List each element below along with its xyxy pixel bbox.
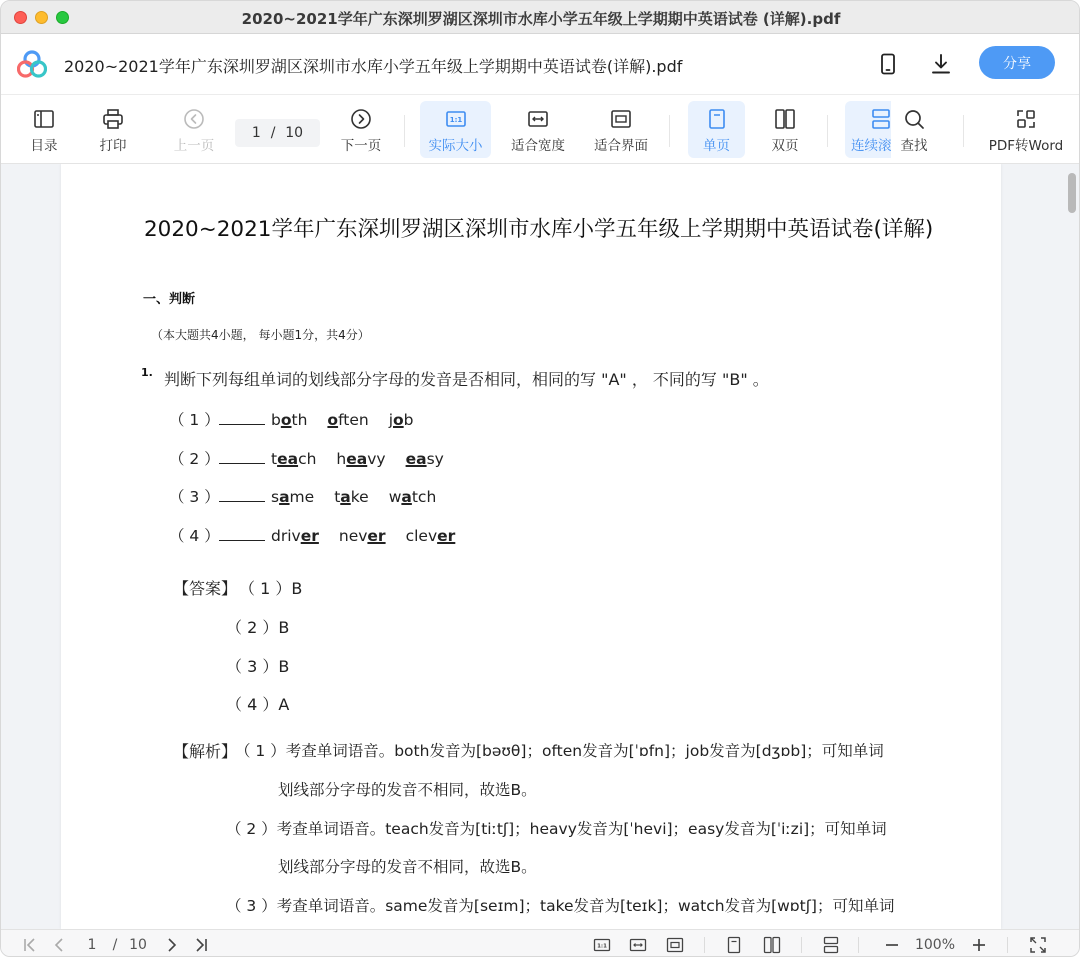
toolbar [1, 94, 1080, 164]
word: take [334, 488, 369, 506]
document-heading: 2020~2021学年广东深圳罗湖区深圳市水库小学五年级上学期期中英语试卷(详解) [144, 217, 934, 242]
svg-text:1:1: 1:1 [597, 943, 607, 950]
current-page: 1 [251, 125, 261, 141]
word: job [388, 411, 414, 429]
toolbar-divider [963, 115, 964, 147]
word: clever [405, 527, 456, 545]
row-index: （ 3 ） [169, 488, 220, 506]
next-page-label: 下一页 [340, 138, 382, 154]
status-single-page-button[interactable] [723, 934, 745, 956]
next-page-button[interactable] [336, 101, 386, 158]
prev-page-label: 上一页 [173, 138, 215, 154]
continuous-scroll-icon [869, 107, 891, 131]
toc-button[interactable] [23, 101, 65, 158]
printer-icon [101, 107, 125, 131]
question-text: 判断下列每组单词的划线部分字母的发音是否相同，相同的写 "A" ， 不同的写 "B" 。 [164, 370, 769, 389]
fit-window-button[interactable] [589, 101, 653, 158]
question-number: 1. [141, 366, 153, 379]
answer-blank [219, 486, 265, 502]
single-page-icon [705, 107, 729, 131]
answer-label: 【答案】 [173, 579, 238, 598]
actual-size-button[interactable] [420, 101, 491, 158]
chevron-left-icon [50, 936, 68, 954]
word: teach [271, 450, 317, 468]
fit-window-icon [609, 107, 633, 131]
document-title: 2020~2021学年广东深圳罗湖区深圳市水库小学五年级上学期期中英语试卷(详解).pdf [64, 57, 683, 76]
single-page-icon [725, 936, 743, 954]
analysis-line: 划线部分字母的发音不相同，故选B。 [278, 781, 537, 799]
analysis-line: （ 3 ）考查单词语音。same发音为[seɪm]；take发音为[teɪk]；watch发音为[wɒtʃ]；可知单词 [226, 897, 895, 915]
chevron-left-circle-icon [182, 107, 206, 131]
double-page-label: 双页 [771, 138, 799, 154]
status-total-pages: 10 [129, 937, 147, 953]
single-page-label: 单页 [703, 138, 730, 154]
status-bar [1, 929, 1080, 957]
status-continuous-button[interactable] [820, 934, 842, 956]
word: never [338, 527, 386, 545]
analysis-line: 划线部分字母的发音不相同，故选B。 [278, 858, 537, 876]
status-page-separator: / [112, 937, 118, 953]
analysis-label: 【解析】 [173, 742, 238, 761]
minus-icon [883, 936, 901, 954]
app-header [1, 34, 1080, 94]
fullscreen-button[interactable] [1027, 934, 1049, 956]
word: both [271, 411, 308, 429]
fit-width-icon [526, 107, 550, 131]
answer-blank [219, 409, 265, 425]
actual-size-label: 实际大小 [428, 138, 483, 154]
status-double-page-button[interactable] [761, 934, 783, 956]
fullscreen-icon [1029, 936, 1047, 954]
document-viewer[interactable] [1, 164, 1080, 929]
status-divider [801, 937, 802, 953]
toolbar-divider [669, 115, 670, 147]
status-fit-window-button[interactable] [664, 934, 686, 956]
single-page-button[interactable] [688, 101, 745, 158]
page-separator: / [270, 125, 276, 141]
pdf-to-word-button[interactable] [985, 101, 1067, 158]
double-page-icon [763, 936, 781, 954]
question-row [169, 408, 434, 430]
word: watch [388, 488, 437, 506]
answer-line: （ 2 ）B [226, 618, 290, 637]
answer-blank [219, 448, 265, 464]
double-page-icon [773, 107, 797, 131]
scrollbar-thumb[interactable] [1068, 173, 1076, 213]
continuous-scroll-icon [822, 936, 840, 954]
word: driver [271, 527, 319, 545]
share-button[interactable]: 分享 [979, 46, 1055, 79]
last-page-icon [192, 936, 210, 954]
word: often [327, 411, 369, 429]
word: same [271, 488, 315, 506]
mobile-icon[interactable] [875, 51, 901, 77]
actual-size-icon [593, 936, 611, 954]
answer-blank [219, 525, 265, 541]
pdf-page [61, 164, 1001, 929]
search-icon [902, 107, 926, 131]
fit-width-icon [629, 936, 647, 954]
question-row [169, 485, 456, 507]
zoom-level[interactable]: 100% [914, 937, 956, 953]
toolbar-divider [827, 115, 828, 147]
fit-width-button[interactable] [505, 101, 571, 158]
analysis-line: （ 2 ）考查单词语音。teach发音为[tiːtʃ]；heavy发音为[ˈhevi]；easy发音为[ˈiːzi]；可知单词 [226, 820, 887, 838]
app-logo-icon [17, 50, 47, 78]
analysis-line: （ 1 ）考查单词语音。both发音为[bəʊθ]；often发音为[ˈɒfn]；job发音为[dʒɒb]；可知单词 [235, 742, 884, 760]
print-button[interactable] [92, 101, 134, 158]
prev-page-small-button[interactable] [48, 934, 70, 956]
vertical-scrollbar[interactable] [1065, 168, 1077, 928]
continuous-scroll-button[interactable] [845, 101, 891, 158]
double-page-button[interactable] [763, 101, 807, 158]
convert-icon [1014, 107, 1038, 131]
status-divider [704, 937, 705, 953]
first-page-button[interactable] [19, 934, 41, 956]
title-bar [1, 1, 1080, 34]
section-note: （本大题共4小题， 每小题1分，共4分） [151, 328, 370, 342]
status-current-page[interactable]: 1 [87, 937, 97, 953]
pdf-to-word-label: PDF转Word [988, 138, 1064, 154]
zoom-in-button[interactable] [968, 934, 990, 956]
answer-line: （ 4 ）A [226, 695, 290, 714]
continuous-scroll-label: 连续滚 [851, 138, 891, 154]
search-label: 查找 [900, 138, 928, 154]
question-row [169, 447, 464, 469]
chevron-right-icon [163, 936, 181, 954]
window-title: 2020~2021学年广东深圳罗湖区深圳市水库小学五年级上学期期中英语试卷 (详解).pdf [241, 10, 841, 28]
toc-label: 目录 [30, 138, 58, 154]
first-page-icon [21, 936, 39, 954]
row-index: （ 4 ） [169, 527, 220, 545]
chevron-right-circle-icon [349, 107, 373, 131]
fit-window-icon [666, 936, 684, 954]
fit-window-label: 适合界面 [594, 138, 648, 154]
status-divider [1007, 937, 1008, 953]
download-icon[interactable] [928, 51, 954, 77]
last-page-button[interactable] [190, 934, 212, 956]
toolbar-divider [404, 115, 405, 147]
actual-size-icon [444, 107, 468, 131]
next-page-small-button[interactable] [161, 934, 183, 956]
word: easy [405, 450, 444, 468]
svg-text:1:1: 1:1 [449, 116, 462, 124]
sidebar-icon [32, 107, 56, 131]
section-heading: 一、判断 [143, 292, 196, 307]
zoom-out-button[interactable] [881, 934, 903, 956]
question-row [169, 524, 475, 546]
answer-line: （ 1 ）B [239, 579, 303, 598]
total-pages: 10 [285, 125, 304, 141]
word: heavy [336, 450, 386, 468]
prev-page-button[interactable] [169, 101, 219, 158]
row-index: （ 1 ） [169, 411, 220, 429]
status-fit-width-button[interactable] [627, 934, 649, 956]
fit-width-label: 适合宽度 [511, 138, 565, 154]
status-actual-size-button[interactable] [591, 934, 613, 956]
row-index: （ 2 ） [169, 450, 220, 468]
status-divider [858, 937, 859, 953]
page-number-input[interactable] [235, 119, 320, 147]
search-button[interactable] [894, 101, 934, 158]
plus-icon [970, 936, 988, 954]
print-label: 打印 [99, 138, 127, 154]
answer-line: （ 3 ）B [226, 657, 290, 676]
